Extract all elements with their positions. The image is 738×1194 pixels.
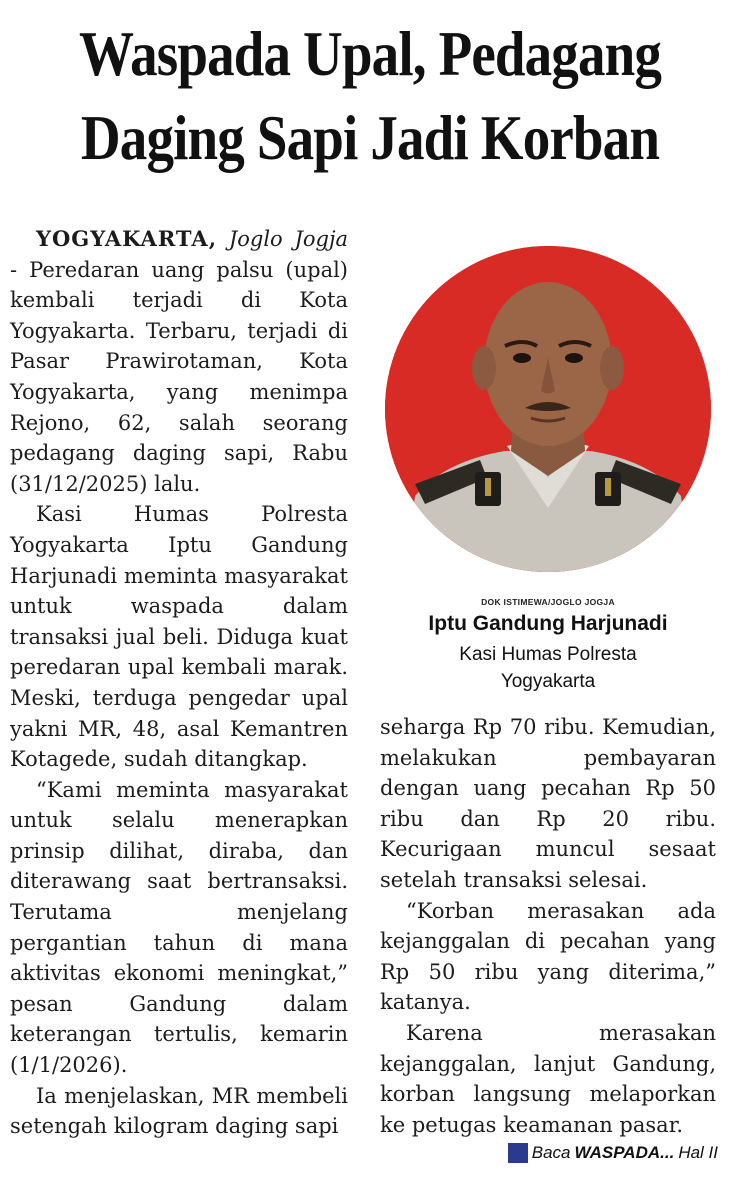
article-paragraph-5: seharga Rp 70 ribu. Kemudian, melakukan pembayaran dengan uang pecahan Rp 50 ribu dan Rp 20 ribu. Kecurigaan muncul sesaat setelah transaksi selesai. bbox=[380, 715, 716, 892]
article-paragraph-4: Ia menjelaskan, MR membeli setengah kilogram daging sapi bbox=[10, 1083, 348, 1139]
dateline: YOGYAKARTA, bbox=[36, 226, 218, 251]
continuation-keyword: WASPADA... bbox=[574, 1143, 675, 1162]
caption-role-line-1: Kasi Humas Polresta bbox=[459, 644, 637, 665]
caption-role bbox=[380, 641, 716, 695]
article-column-left bbox=[10, 224, 348, 1142]
source-name: Joglo Jogja bbox=[228, 227, 348, 251]
continuation-prefix: Baca bbox=[531, 1143, 571, 1162]
article-paragraph-1-text: - Peredaran uang palsu (upal) kembali terjadi di Kota Yogyakarta. Terbaru, terjadi di Pasar Prawirotaman, Kota Yogyakarta, yang menimpa Rejono, 62, salah seorang pedagang daging sapi, Rabu (31/12/2025) lalu. bbox=[10, 257, 348, 496]
headline bbox=[69, 12, 671, 180]
article-paragraph-3: “Kami meminta masyarakat untuk selalu menerapkan prinsip dilihat, diraba, dan diterawang saat bertransaksi. Terutama menjelang pergantian tahun di mana aktivitas ekonomi meningkat,” pesan Gandung dalam keterangan tertulis, kemarin (1/1/2026). bbox=[10, 777, 348, 1078]
article-paragraph-6: “Korban merasakan ada kejanggalan di pecahan yang Rp 50 ribu yang diterima,” katanya. bbox=[380, 898, 716, 1015]
continuation-marker-icon bbox=[508, 1143, 528, 1163]
article-paragraph-7: Karena merasakan kejanggalan, lanjut Gandung, korban langsung melaporkan ke petugas keamanan pasar. bbox=[380, 1020, 716, 1137]
article-column-right bbox=[380, 712, 716, 1140]
caption-role-line-2: Yogyakarta bbox=[500, 671, 596, 692]
continuation-link[interactable] bbox=[508, 1143, 718, 1163]
article-paragraph-2: Kasi Humas Polresta Yogyakarta Iptu Gandung Harjunadi meminta masyarakat untuk waspada dalam transaksi jual beli. Diduga kuat peredaran upal kembali marak. Meski, terduga pengedar upal yakni MR, 48, asal Kemantren Kotagede, sudah ditangkap. bbox=[10, 502, 348, 772]
article-paragraph-1 bbox=[10, 224, 348, 499]
portrait-illustration bbox=[385, 246, 711, 572]
photo-credit: DOK ISTIMEWA/JOGLO JOGJA bbox=[481, 597, 615, 607]
headline-line-1: Waspada Upal, Pedagang bbox=[78, 18, 662, 89]
continuation-page: Hal II bbox=[678, 1143, 718, 1162]
headline-line-2: Daging Sapi Jadi Korban bbox=[80, 102, 660, 173]
caption-name: Iptu Gandung Harjunadi bbox=[428, 612, 668, 635]
portrait-photo bbox=[385, 246, 711, 572]
